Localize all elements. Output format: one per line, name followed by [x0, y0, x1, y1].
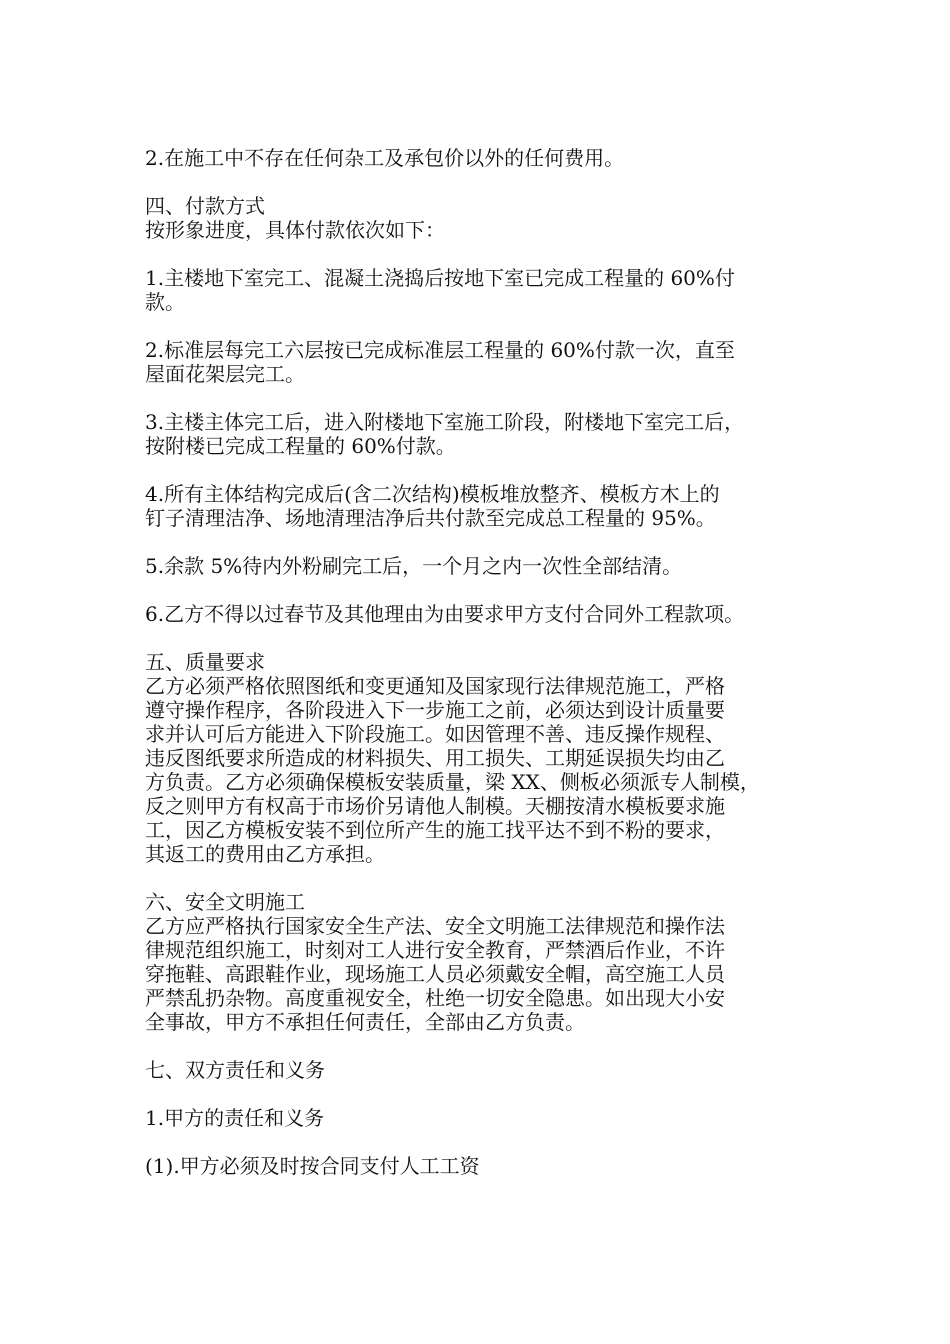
spacer — [145, 314, 817, 338]
paragraph-payment-4: 4.所有主体结构完成后(含二次结构)模板堆放整齐、模板方木上的 钉子清理洁净、场地清理洁净后共付款至完成总工程量的 95%。 — [145, 482, 720, 530]
heading-responsibilities: 七、双方责任和义务 — [145, 1058, 325, 1082]
heading-party-a-responsibilities: 1.甲方的责任和义务 — [145, 1106, 325, 1130]
spacer — [145, 1034, 817, 1058]
heading-payment-method: 四、付款方式 — [145, 194, 265, 218]
paragraph-payment-5: 5.余款 5%待内外粉刷完工后，一个月之内一次性全部结清。 — [145, 554, 683, 578]
paragraph-quality: 乙方必须严格依照图纸和变更通知及国家现行法律规范施工，严格 遵守操作程序，各阶段进入下一步施工之前，必须达到设计质量要 求并认可后方能进入下阶段施工。如因管理不善、违反操作规程、 违反图纸要求所造成的材料损失、用工损失、工期延误损失均由乙 方负责。乙方必须确保模板安装质量，梁 XX、侧板必须派专人制模， 反之则甲方有权高于市场价另请他人制模。天棚按清水模板要求施 工，因乙方模板安装不到位所产生的施工找平达不到不粉的要求， 其返工的费用由乙方承担。 — [145, 674, 760, 866]
paragraph-payment-3: 3.主楼主体完工后，进入附楼地下室施工阶段，附楼地下室完工后， 按附楼已完成工程量的 60%付款。 — [145, 410, 745, 458]
paragraph-no-extra-fees: 2.在施工中不存在任何杂工及承包价以外的任何费用。 — [145, 146, 625, 170]
spacer — [145, 530, 817, 554]
spacer — [145, 386, 817, 410]
paragraph-payment-2: 2.标准层每完工六层按已完成标准层工程量的 60%付款一次，直至 屋面花架层完工。 — [145, 338, 735, 386]
paragraph-payment-intro: 按形象进度，具体付款依次如下： — [145, 218, 445, 242]
spacer — [145, 626, 817, 650]
spacer — [145, 458, 817, 482]
heading-quality-requirements: 五、质量要求 — [145, 650, 265, 674]
spacer — [145, 1130, 817, 1154]
paragraph-party-a-1: (1).甲方必须及时按合同支付人工工资 — [145, 1154, 480, 1178]
spacer — [145, 1082, 817, 1106]
paragraph-safety: 乙方应严格执行国家安全生产法、安全文明施工法律规范和操作法 律规范组织施工，时刻对工人进行安全教育，严禁酒后作业，不许 穿拖鞋、高跟鞋作业，现场施工人员必须戴安全帽，高空施工人员 严禁乱扔杂物。高度重视安全，杜绝一切安全隐患。如出现大小安 全事故，甲方不承担任何责任，全部由乙方负责。 — [145, 914, 725, 1034]
paragraph-payment-1: 1.主楼地下室完工、混凝土浇捣后按地下室已完成工程量的 60%付 款。 — [145, 266, 735, 314]
document-body — [145, 146, 817, 1178]
spacer — [145, 866, 817, 890]
spacer — [145, 170, 817, 194]
spacer — [145, 578, 817, 602]
spacer — [145, 242, 817, 266]
paragraph-payment-6: 6.乙方不得以过春节及其他理由为由要求甲方支付合同外工程款项。 — [145, 602, 745, 626]
heading-safety: 六、安全文明施工 — [145, 890, 305, 914]
